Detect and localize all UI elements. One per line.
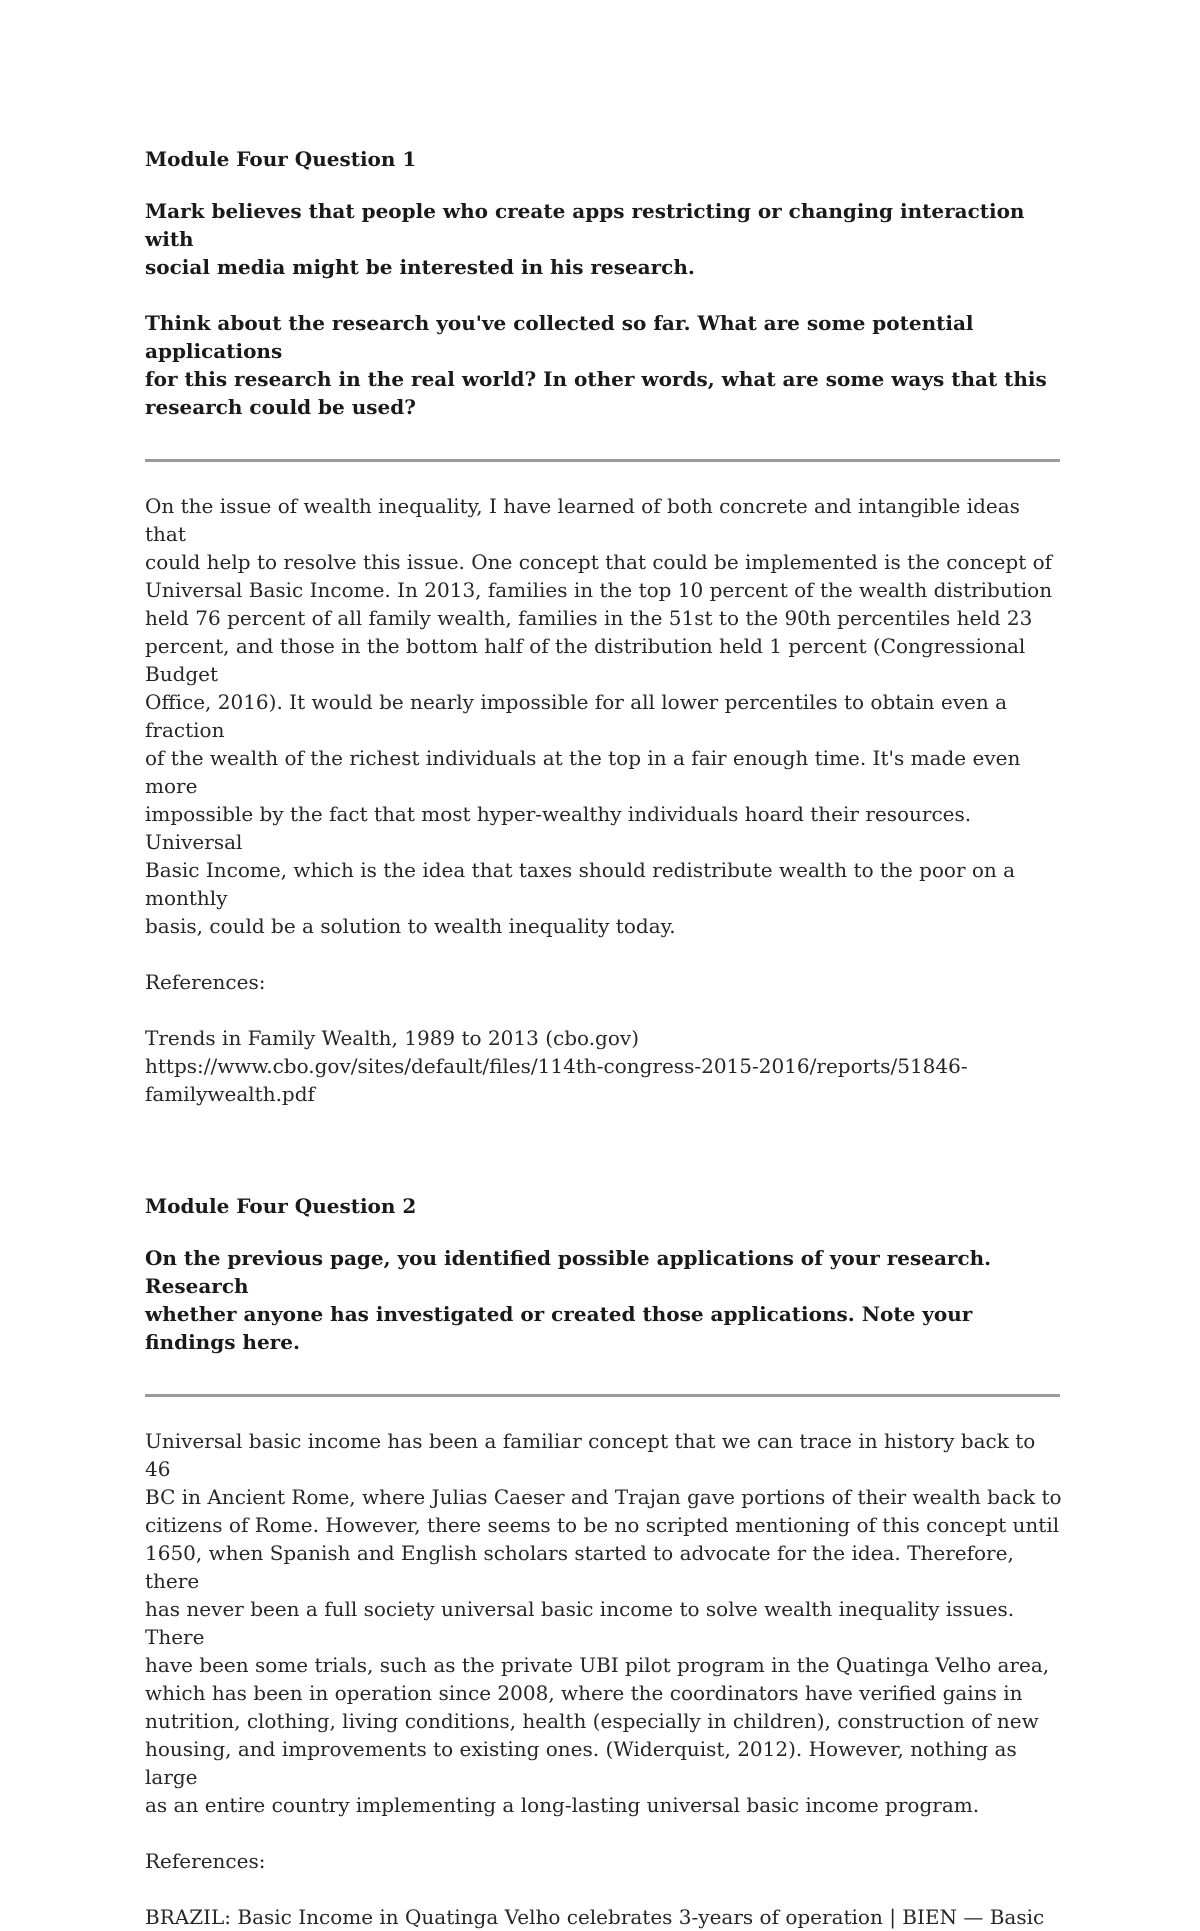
question-2-answer: Universal basic income has been a familiar concept that we can trace in history back to 46 BC in Ancient Rome, where Julias Caeser and Trajan gave portions of their wealth back to citizens of Rome. However, there seems to be no scripted mentioning of this concept until 1650, when Spanish and English scholars started to advocate for the idea. Therefore, there has never been a full society universal basic income to solve wealth inequality issues. There have been some trials, such as the private UBI pilot program in the Quatinga Velho area, which has been in operation since 2008, where the coordinators have verified gains in nutrition, clothing, living conditions, health (especially in children), construction of new housing, and improvements to existing ones. (Widerquist, 2012). However, nothing as large as an entire country implementing a long-lasting universal basic income program. (145, 1429, 1062, 1817)
question-1-answer: On the issue of wealth inequality, I have learned of both concrete and intangible ideas that could help to resolve this issue. One concept that could be implemented is the concept of Universal Basic Income. In 2013, families in the top 10 percent of the wealth distribution held 76 percent of all family wealth, families in the 51st to the 90th percentiles held 23 percent, and those in the bottom half of the distribution held 1 percent (Congressional Budget Office, 2016). It would be nearly impossible for all lower percentiles to obtain even a fraction of the wealth of the richest individuals at the top in a fair enough time. It's made even more impossible by the fact that most hyper-wealthy individuals hoard their resources. Universal Basic Income, which is the idea that taxes should redistribute wealth to the poor on a monthly basis, could be a solution to wealth inequality today. (145, 494, 1053, 938)
question-1-title: Module Four Question 1 (145, 147, 417, 171)
question-1-reference-title: Trends in Family Wealth, 1989 to 2013 (cbo.gov) (145, 1026, 639, 1050)
question-2-references-label: References: (145, 1849, 266, 1873)
question-1-divider (145, 459, 1060, 462)
question-2-prompt: On the previous page, you identified possible applications of your research. Research whether anyone has investigated or created those applications. Note your findings here. (145, 1246, 992, 1354)
question-1-prompt: Think about the research you've collected so far. What are some potential applications for this research in the real world? In other words, what are some ways that this research could be used? (145, 311, 1047, 419)
question-1-reference-url[interactable]: https://www.cbo.gov/sites/default/files/114th-congress-2015-2016/reports/51846- familywealth.pdf (145, 1054, 968, 1106)
question-2-divider (145, 1394, 1060, 1397)
document-content (145, 145, 1065, 1931)
question-2-title: Module Four Question 2 (145, 1194, 417, 1218)
question-2-reference-title[interactable]: BRAZIL: Basic Income in Quatinga Velho celebrates 3-years of operation | BIEN — Basic (145, 1905, 1045, 1929)
question-1-references-label: References: (145, 970, 266, 994)
question-1-context: Mark believes that people who create apps restricting or changing interaction with social media might be interested in his research. (145, 199, 1025, 279)
